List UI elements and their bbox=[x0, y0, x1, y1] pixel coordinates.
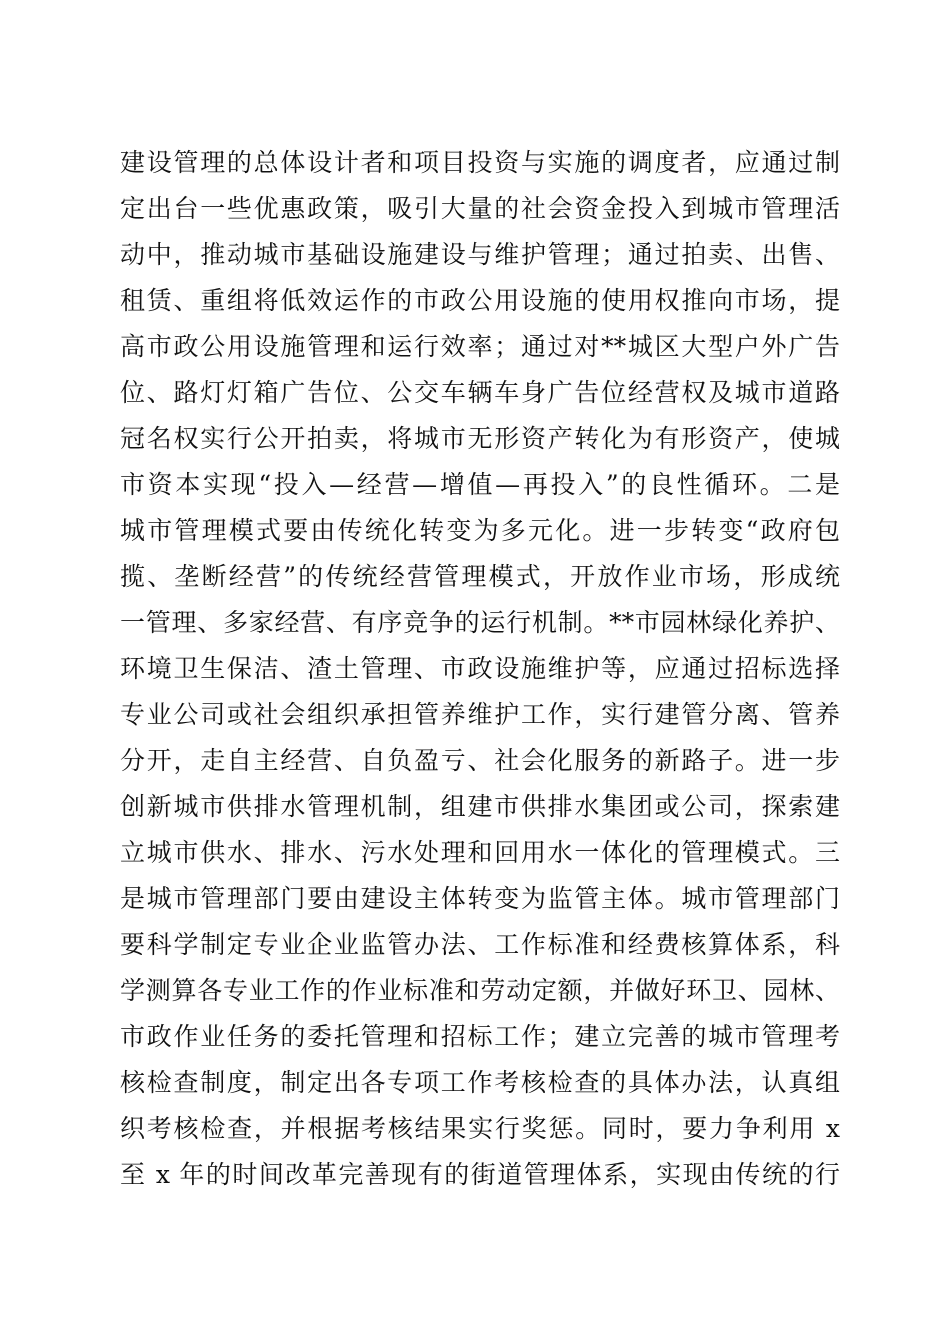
text-line: 揽、垄断经营”的传统经营管理模式，开放作业市场，形成统 bbox=[120, 562, 840, 591]
text-line: 学测算各专业工作的作业标准和劳动定额，并做好环卫、园林、 bbox=[120, 976, 840, 1005]
text-line: 专业公司或社会组织承担管养维护工作，实行建管分离、管养 bbox=[120, 700, 840, 729]
text-line: 织考核检查，并根据考核结果实行奖惩。同时，要力争利用 x bbox=[120, 1114, 840, 1143]
text-line: 至 x 年的时间改革完善现有的街道管理体系，实现由传统的行 bbox=[120, 1160, 840, 1189]
text-line: 租赁、重组将低效运作的市政公用设施的使用权推向市场，提 bbox=[120, 286, 840, 315]
text-line: 立城市供水、排水、污水处理和回用水一体化的管理模式。三 bbox=[120, 838, 840, 867]
text-line: 一管理、多家经营、有序竞争的运行机制。**市园林绿化养护、 bbox=[120, 608, 840, 637]
body-paragraph bbox=[120, 140, 840, 1198]
text-line: 分开，走自主经营、自负盈亏、社会化服务的新路子。进一步 bbox=[120, 746, 840, 775]
text-line: 是城市管理部门要由建设主体转变为监管主体。城市管理部门 bbox=[120, 884, 840, 913]
text-line: 位、路灯灯箱广告位、公交车辆车身广告位经营权及城市道路 bbox=[120, 378, 840, 407]
text-line: 建设管理的总体设计者和项目投资与实施的调度者，应通过制 bbox=[120, 148, 840, 177]
text-line: 市资本实现“投入—经营—增值—再投入”的良性循环。二是 bbox=[120, 470, 840, 499]
text-line: 高市政公用设施管理和运行效率；通过对**城区大型户外广告 bbox=[120, 332, 840, 361]
text-line: 创新城市供排水管理机制，组建市供排水集团或公司，探索建 bbox=[120, 792, 840, 821]
text-line: 环境卫生保洁、渣土管理、市政设施维护等，应通过招标选择 bbox=[120, 654, 840, 683]
text-line: 城市管理模式要由传统化转变为多元化。进一步转变“政府包 bbox=[120, 516, 840, 545]
text-line: 动中，推动城市基础设施建设与维护管理；通过拍卖、出售、 bbox=[120, 240, 840, 269]
text-line: 冠名权实行公开拍卖，将城市无形资产转化为有形资产，使城 bbox=[120, 424, 840, 453]
text-line: 要科学制定专业企业监管办法、工作标准和经费核算体系，科 bbox=[120, 930, 840, 959]
text-line: 核检查制度，制定出各专项工作考核检查的具体办法，认真组 bbox=[120, 1068, 840, 1097]
text-line: 市政作业任务的委托管理和招标工作；建立完善的城市管理考 bbox=[120, 1022, 840, 1051]
text-line: 定出台一些优惠政策，吸引大量的社会资金投入到城市管理活 bbox=[120, 194, 840, 223]
